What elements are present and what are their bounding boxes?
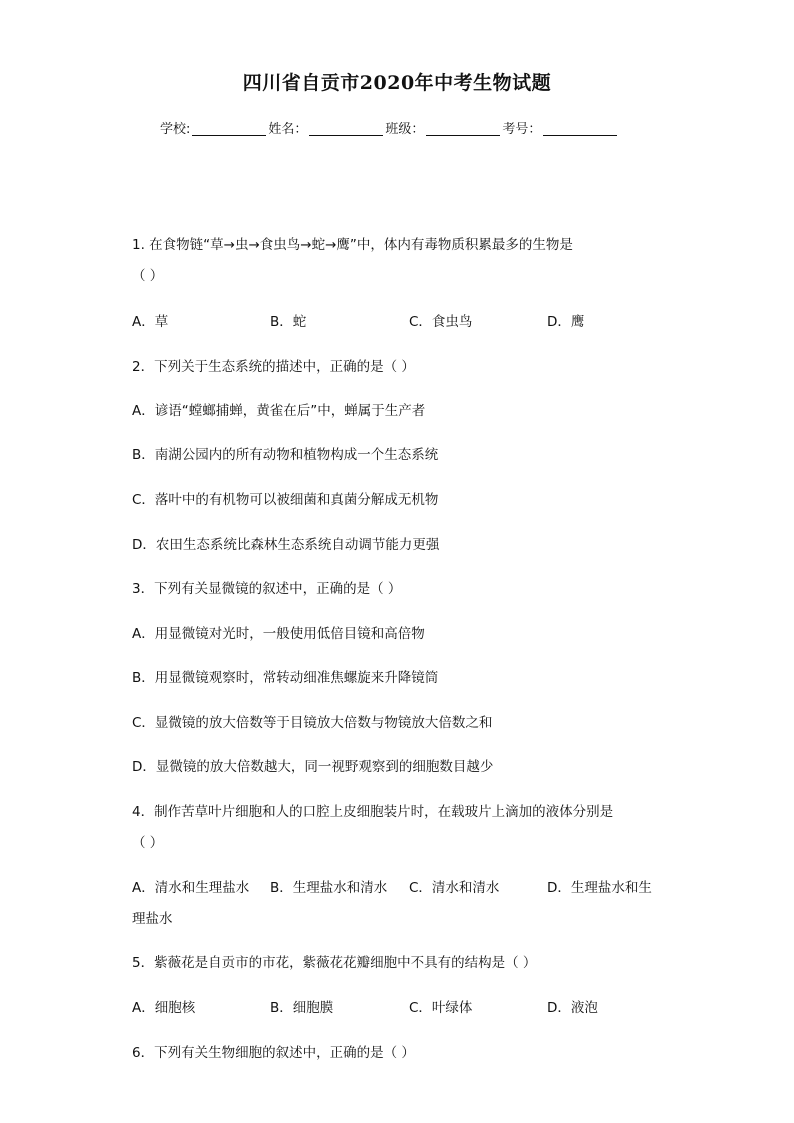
question-4-option-d: D．生理盐水和生 <box>547 880 652 896</box>
question-3-option-a: A．用显微镜对光时，一般使用低倍目镜和高倍物 <box>132 626 425 642</box>
question-1-bracket: （ ） <box>132 268 164 284</box>
question-1-option-d: D．鹰 <box>547 314 585 330</box>
question-3-stem: 3．下列有关显微镜的叙述中，正确的是（ ） <box>132 581 402 597</box>
question-2-option-b: B．南湖公园内的所有动物和植物构成一个生态系统 <box>132 447 439 463</box>
question-2-option-d: D．农田生态系统比森林生态系统自动调节能力更强 <box>132 537 440 553</box>
question-5-option-a: A．细胞核 <box>132 1000 196 1016</box>
question-5-option-b: B．细胞膜 <box>270 1000 334 1016</box>
question-3-option-b: B．用显微镜观察时，常转动细准焦螺旋来升降镜筒 <box>132 670 439 686</box>
question-1-option-a: A．草 <box>132 314 169 330</box>
question-5-option-d: D．液泡 <box>547 1000 598 1016</box>
question-3-option-c: C．显微镜的放大倍数等于目镜放大倍数与物镜放大倍数之和 <box>132 715 493 731</box>
school-blank[interactable] <box>192 121 266 136</box>
question-2-option-c: C．落叶中的有机物可以被细菌和真菌分解成无机物 <box>132 492 439 508</box>
name-blank[interactable] <box>309 121 383 136</box>
question-6-stem: 6．下列有关生物细胞的叙述中，正确的是（ ） <box>132 1045 415 1061</box>
question-4-stem: 4．制作苦草叶片细胞和人的口腔上皮细胞装片时，在载玻片上滴加的液体分别是 <box>132 804 614 820</box>
question-5-stem: 5．紫薇花是自贡市的市花，紫薇花花瓣细胞中不具有的结构是（ ） <box>132 955 537 971</box>
question-5-option-c: C．叶绿体 <box>409 1000 473 1016</box>
page-title: 四川省自贡市2020年中考生物试题 <box>242 72 552 94</box>
question-4-option-d-wrap: 理盐水 <box>132 911 173 927</box>
name-label: 姓名： <box>268 122 308 137</box>
class-blank[interactable] <box>426 121 500 136</box>
question-1-option-b: B．蛇 <box>270 314 307 330</box>
question-4-bracket: （ ） <box>132 835 164 851</box>
number-blank[interactable] <box>543 121 617 136</box>
class-label: 班级： <box>385 122 425 137</box>
question-4-option-c: C．清水和清水 <box>409 880 500 896</box>
question-2-option-a: A．谚语“螳螂捕蝉，黄雀在后”中，蝉属于生产者 <box>132 403 426 419</box>
school-label: 学校: <box>160 122 191 137</box>
number-label: 考号： <box>502 122 542 137</box>
student-info-line <box>160 118 640 137</box>
question-1-stem: 1. 在食物链“草→虫→食虫鸟→蛇→鹰”中，体内有毒物质积累最多的生物是 <box>132 237 573 253</box>
question-4-option-a: A．清水和生理盐水 <box>132 880 250 896</box>
question-4-option-b: B．生理盐水和清水 <box>270 880 388 896</box>
question-3-option-d: D．显微镜的放大倍数越大，同一视野观察到的细胞数目越少 <box>132 759 494 775</box>
question-2-stem: 2．下列关于生态系统的描述中，正确的是（ ） <box>132 359 415 375</box>
question-1-option-c: C．食虫鸟 <box>409 314 473 330</box>
